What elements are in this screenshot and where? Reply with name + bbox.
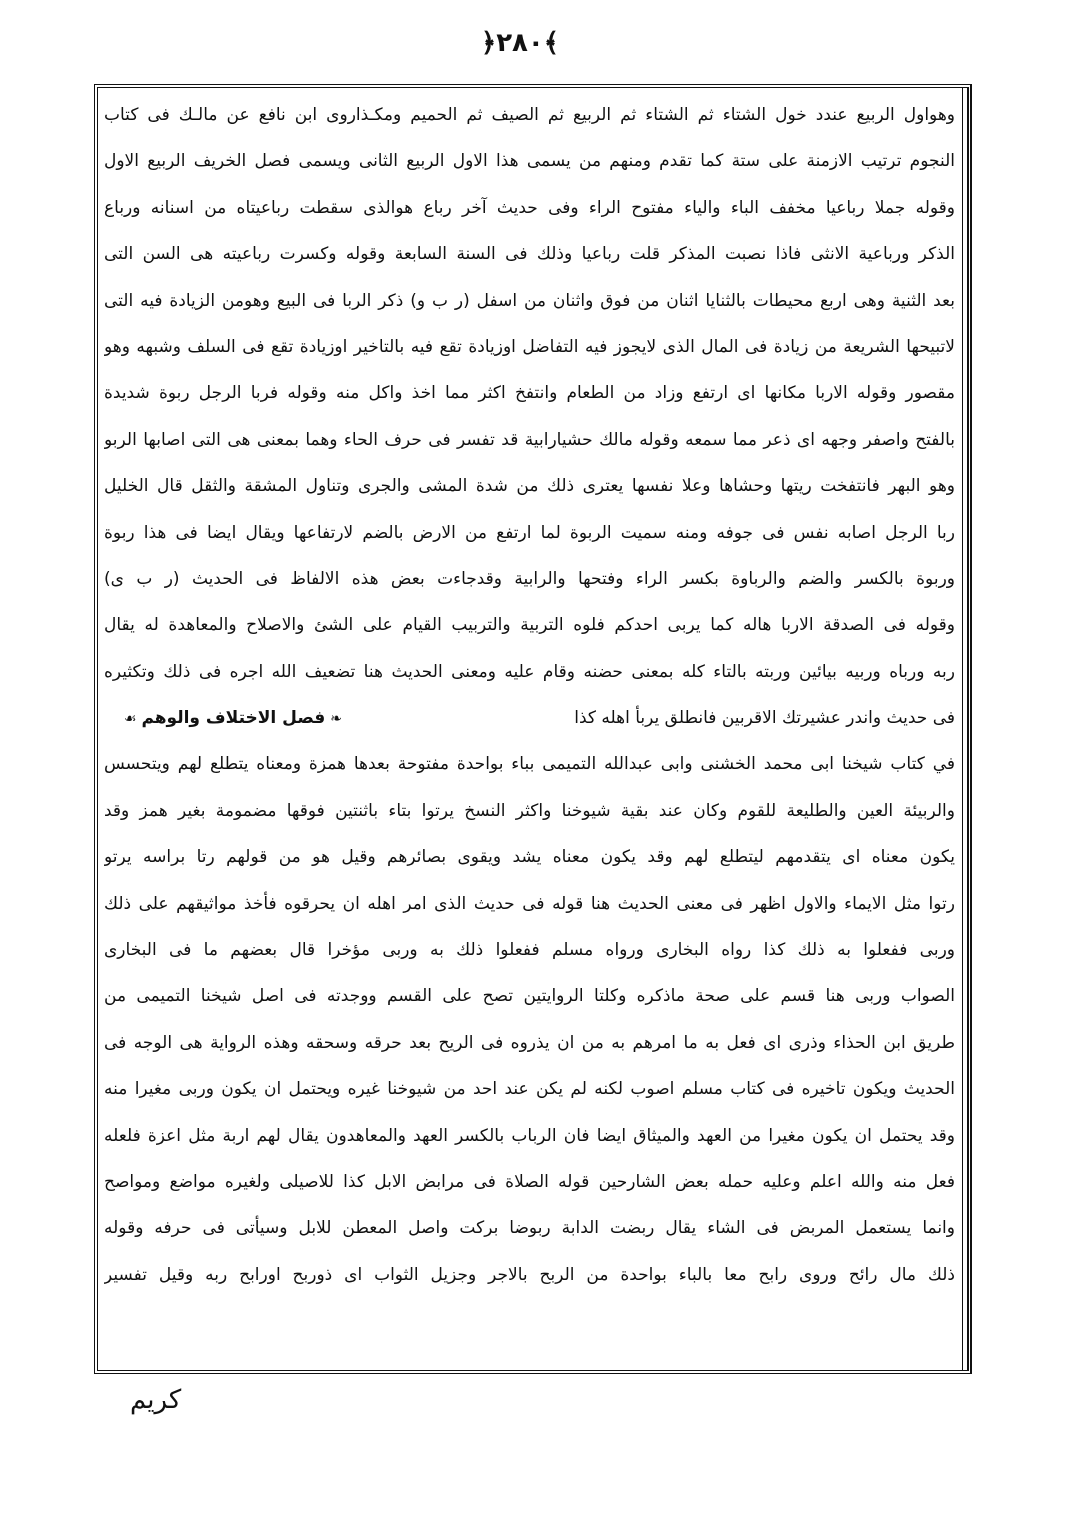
- text-line: ربه ورباه وربيه بيائين وربته بالتاء كله بمعنى حضنه وقام عليه ومعنى الحديث هنا تضعيف الله اجره فى ذلك وتكثيره: [104, 661, 955, 682]
- text-line: يكون معناه اى يتقدمهم ليتطلع لهم وقد يكون معناه يشد ويقوى بصائرهم وقيل هو من قولهم رتا براسه يرتو: [104, 847, 955, 868]
- text-line: بعد الثنية وهى اربع محيطات بالثنايا اثنان من فوق واثنان من اسفل (ر ب و) ذكر الربا فى البيع وهومن الزيادة فيه التى: [104, 290, 955, 311]
- text-line: مقصور وقوله الاربا مكانها اى ارتفع وزاد من الطعام وانتفخ اكثر مما اخذ واكل منه وقوله فربا الرجل ربوة شديدة: [104, 383, 955, 404]
- text-line: في كتاب شيخنا ابى محمد الخشنى وابى عبدالله التميمى بباء بواحدة مفتوحة بعدها همزة ومعناه يتطلع لهم ويتحسس: [104, 754, 955, 775]
- ornament-icon: ☙: [124, 711, 142, 728]
- text-line: النجوم ترتيب الازمنة على ستة كما تقدم ومنهم من يسمى هذا الاول الربيع الثانى ويسمى فصل الخريف الربيع الاول: [104, 151, 955, 172]
- text-line: الذكر ورباعية الانثى فاذا نصبت المذكر قلت رباعيا وذلك فى السنة السابعة وقوله وكسرت رباعيته هى السن التى: [104, 244, 955, 265]
- text-line: وانما يستعمل المربض فى الشاء يقال ربضت الدابة ربوضا بركت واصل المعطن للابل وسيأتى فى حرفه وقوله: [104, 1218, 955, 1239]
- text-line: وقد يحتمل ان يكون مغيرا من العهد والميثاق ايضا فان الرباب بالكسر العهد والمعاهدون يقال لهم اربة مثل اعزة فلعله: [104, 1125, 955, 1146]
- ornament-icon: ❧: [325, 711, 342, 728]
- text-frame: [94, 84, 972, 1374]
- text-line: رتوا مثل الايماء والاول اظهر فى معنى الحديث هنا قوله فى حديث الذى امر اهله ان يحرقوه فأخذ مواثيقهم على ذلك: [104, 893, 955, 914]
- text-line: لاتبيحها الشريعة من زيادة فى المال الذى لايجوز فيه التفاضل اوزيادة تقع فيه بالتاخير اوزيادة تقع فى السلف وشبهه وهو: [104, 336, 955, 357]
- text-line: وربى ففعلوا به ذلك كذا رواه البخارى ورواه مسلم ففعلوا ذلك به وربى مؤخرا قال بعضهم ما فى البخارى: [104, 940, 955, 961]
- text-line: ذلك مال رائح وروى رابح معا بالباء بواحدة من الربح بالاجر وجزيل الثواب اى ذوربح اورابح ربه وقيل تفسير: [104, 1264, 955, 1285]
- body-text: [104, 92, 955, 1298]
- text-line: وقوله فى الصدقة الاربا هاله كما يربى احدكم فلوه التربية والتربيب القيام على الشئ والاصلاح والمعاهدة له يقال: [104, 615, 955, 636]
- text-line: الحديث ويكون تاخيره فى كتاب مسلم اصوب لكنه لم يكن عند احد من شيوخنا غيره ويحتمل ان يكون وربى مغيرا منه: [104, 1079, 955, 1100]
- catchword: كريم: [130, 1385, 182, 1415]
- text-line: ربا الرجل اصابه نفس فى جوفه ومنه سميت الربوة لما ارتفع من الارض بالضم لارتفاعها ويقال ايضا فى هذا ربوة: [104, 522, 955, 543]
- text-line-with-heading: [104, 695, 955, 741]
- section-heading: [104, 695, 342, 741]
- text-line: والربيئة العين والطليعة للقوم وكان عند بقية شيوخنا واكثر النسخ يرتوا بتاء باثنتين فوقها مضمومة بغير همز وقد: [104, 800, 955, 821]
- text-line: وقوله جملا رباعيا مخفف الباء والياء مفتوح الراء وفى حديث آخر رباع هوالذى سقطت رباعيتاه من اسنانه ورباع: [104, 197, 955, 218]
- text-line: فعل منه والله اعلم وعليه حمله بعض الشارحين قوله الصلاة فى مرابض الابل كذا للاصيلى ولغيره مواضع ومواصح: [104, 1171, 955, 1192]
- text-line: وهو البهر فانتفخت ريتها وحشاها وعلا نفسها يعترى ذلك من شدة المشى والجرى وتناول المشقة والثقل قال الخليل: [104, 476, 955, 497]
- text-line: فى حديث واندر عشيرتك الاقربين فانطلق يربأ اهله كذا: [574, 708, 955, 729]
- text-line: وربوة بالكسر والضم والرباوة بكسر الراء وفتحها والرابية وقدجاءت بعض هذه الالفاظ فى الحديث (ر ب ى): [104, 568, 955, 589]
- text-line: الصواب وربى هنا قسم على صحة ماذكره وكلتا الروايتين تصح على القسم ووجدته فى اصل شيخنا التميمى من: [104, 986, 955, 1007]
- page-number: ﴿٢٨٠﴾: [480, 28, 560, 58]
- section-heading-text: فصل الاختلاف والوهم: [141, 708, 326, 729]
- text-line: وهواول الربيع عندد خول الشتاء ثم الشتاء ثم الربيع ثم الصيف ثم الحميم ومكـذاروى ابن نافع عن مالـك فى كتاب: [104, 105, 955, 125]
- text-line: طريق ابن الحذاء وذرى اى فعل به ما امرهم به من ان يذروه فى الريح بعد حرقه وسحقه وهذه الرواية هى الوجه فى: [104, 1032, 955, 1053]
- text-line: بالفتح واصفر وجهه اى ذعر مما سمعه وقوله مالك حشيارابية قد تفسر فى حرف الحاء وهما بمعنى هى التى اصابها الربو: [104, 429, 955, 450]
